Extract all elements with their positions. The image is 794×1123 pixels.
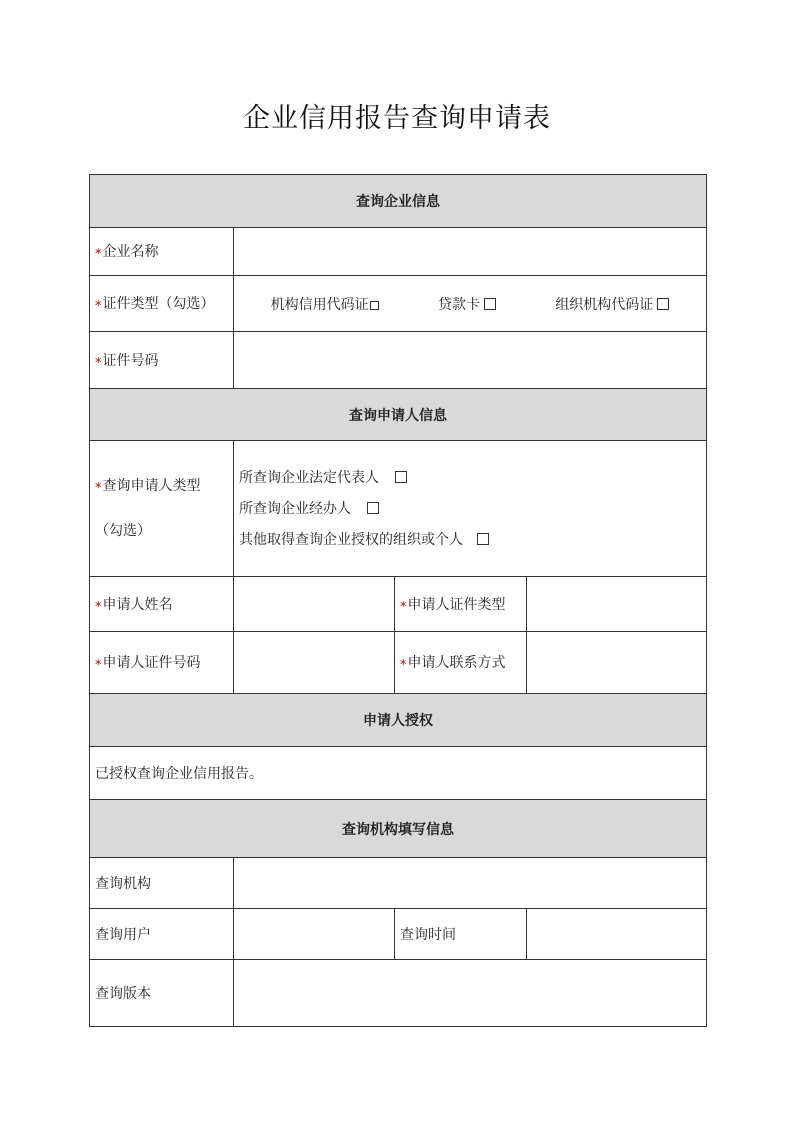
institution-time-field[interactable]: [527, 909, 707, 960]
applicant-type-sublabel: （勾选）: [95, 523, 151, 539]
applicant-type-options: [234, 441, 707, 577]
id-type-option-loan-card[interactable]: 贷款卡: [438, 294, 496, 314]
applicant-type-label: *查询申请人类型 （勾选）: [90, 441, 234, 577]
institution-org-label: 查询机构: [90, 858, 234, 909]
required-mark: *: [95, 247, 102, 262]
id-type-option-credit-code[interactable]: 机构信用代码证: [271, 294, 379, 314]
applicant-id-number-field[interactable]: [234, 632, 395, 694]
section-authorization-row: [90, 694, 707, 747]
institution-org-row: [90, 858, 707, 909]
application-form-table: [89, 174, 707, 1027]
applicant-type-option-handler[interactable]: 所查询企业经办人: [239, 499, 701, 519]
section-institution-row: [90, 800, 707, 858]
id-type-option-org-code[interactable]: 组织机构代码证: [555, 294, 669, 314]
institution-user-label: 查询用户: [90, 909, 234, 960]
checkbox-org-code[interactable]: [657, 298, 669, 310]
required-mark: *: [400, 599, 407, 615]
enterprise-id-number-label: *证件号码: [90, 332, 234, 389]
applicant-name-field[interactable]: [234, 577, 395, 632]
required-mark: *: [400, 658, 407, 673]
checkbox-authorized[interactable]: [477, 533, 489, 545]
checkbox-legal-rep[interactable]: [395, 471, 407, 483]
section-institution-heading: 查询机构填写信息: [90, 800, 707, 858]
applicant-type-row: [90, 441, 707, 577]
required-mark: *: [95, 355, 102, 371]
enterprise-name-label: *企业名称: [90, 228, 234, 276]
applicant-id-type-field[interactable]: [527, 577, 707, 632]
checkbox-credit-code[interactable]: [370, 301, 379, 310]
enterprise-id-type-row: [90, 276, 707, 332]
section-enterprise-row: [90, 175, 707, 228]
institution-user-row: [90, 909, 707, 960]
enterprise-id-number-row: [90, 332, 707, 389]
enterprise-id-type-options: [234, 276, 707, 332]
required-mark: *: [95, 599, 102, 615]
applicant-type-option-authorized[interactable]: 其他取得查询企业授权的组织或个人: [239, 530, 701, 550]
enterprise-id-type-label: *证件类型（勾选）: [90, 276, 234, 332]
institution-version-label: 查询版本: [90, 960, 234, 1027]
required-mark: *: [95, 658, 102, 673]
applicant-name-row: [90, 577, 707, 632]
applicant-contact-field[interactable]: [527, 632, 707, 694]
enterprise-id-number-field[interactable]: [234, 332, 707, 389]
authorization-text: 已授权查询企业信用报告。: [90, 747, 707, 800]
applicant-id-type-label: *申请人证件类型: [395, 577, 527, 632]
authorization-row: [90, 747, 707, 800]
enterprise-name-field[interactable]: [234, 228, 707, 276]
institution-user-field[interactable]: [234, 909, 395, 960]
section-authorization-heading: 申请人授权: [90, 694, 707, 747]
applicant-type-option-legal-rep[interactable]: 所查询企业法定代表人: [239, 468, 701, 488]
applicant-name-label: *申请人姓名: [90, 577, 234, 632]
institution-org-field[interactable]: [234, 858, 707, 909]
checkbox-handler[interactable]: [367, 502, 379, 514]
required-mark: *: [95, 299, 102, 314]
institution-time-label: 查询时间: [395, 909, 527, 960]
applicant-contact-label: *申请人联系方式: [395, 632, 527, 694]
applicant-id-number-label: *申请人证件号码: [90, 632, 234, 694]
form-title: 企业信用报告查询申请表: [243, 103, 551, 134]
enterprise-name-row: [90, 228, 707, 276]
required-mark: *: [95, 481, 102, 496]
applicant-id-row: [90, 632, 707, 694]
section-applicant-row: [90, 389, 707, 441]
institution-version-row: [90, 960, 707, 1027]
checkbox-loan-card[interactable]: [484, 298, 496, 310]
section-applicant-heading: 查询申请人信息: [90, 389, 707, 441]
section-enterprise-heading: 查询企业信息: [90, 175, 707, 228]
institution-version-field[interactable]: [234, 960, 707, 1027]
